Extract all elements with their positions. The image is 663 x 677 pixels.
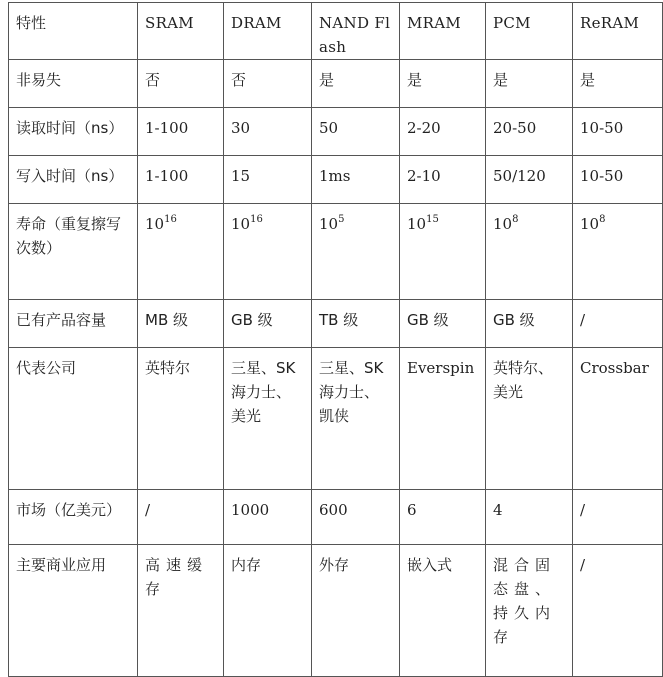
power-exponent: 16: [164, 214, 177, 225]
table-cell: [486, 204, 573, 300]
table-cell: 三星、SK 海力士、美光: [224, 348, 312, 490]
table-cell: 混合固态盘、持久内存: [486, 545, 573, 677]
header-cell-pcm: PCM: [486, 3, 573, 60]
table-cell: GB 级: [400, 300, 486, 348]
table-cell: 1-100: [138, 108, 224, 156]
table-cell: GB 级: [486, 300, 573, 348]
table-cell: [224, 204, 312, 300]
row-label: 市场（亿美元）: [9, 490, 138, 545]
table-cell: 6: [400, 490, 486, 545]
table-row: [9, 60, 663, 108]
header-cell-sram: SRAM: [138, 3, 224, 60]
table-cell: 20-50: [486, 108, 573, 156]
memory-comparison-table: [8, 2, 663, 677]
table-cell: 外存: [312, 545, 400, 677]
power-base: 10: [407, 215, 427, 233]
table-cell: 10-50: [573, 156, 663, 204]
table-cell: [400, 204, 486, 300]
power-base: 10: [580, 215, 600, 233]
table-row: [9, 204, 663, 300]
table-cell: 1000: [224, 490, 312, 545]
power-exponent: 16: [250, 214, 263, 225]
table-row: [9, 490, 663, 545]
power-exponent: 15: [426, 214, 439, 225]
row-label: 读取时间（ns）: [9, 108, 138, 156]
header-cell-reram: ReRAM: [573, 3, 663, 60]
table-cell: MB 级: [138, 300, 224, 348]
header-row: [9, 3, 663, 60]
table-cell: TB 级: [312, 300, 400, 348]
table-row: [9, 300, 663, 348]
table-cell: 2-10: [400, 156, 486, 204]
header-cell-feature: 特性: [9, 3, 138, 60]
table-cell: 是: [312, 60, 400, 108]
header-cell-mram: MRAM: [400, 3, 486, 60]
header-cell-nand-flash: NAND Flash: [312, 3, 400, 60]
table-cell: [312, 204, 400, 300]
table-cell: 15: [224, 156, 312, 204]
row-label: 主要商业应用: [9, 545, 138, 677]
table-cell: 50/120: [486, 156, 573, 204]
table-cell: 英特尔: [138, 348, 224, 490]
table-cell: 是: [573, 60, 663, 108]
table-row: [9, 156, 663, 204]
row-label: 寿命（重复擦写次数）: [9, 204, 138, 300]
table-row: [9, 545, 663, 677]
power-exponent: 8: [512, 214, 519, 225]
table-cell: Everspin: [400, 348, 486, 490]
table-cell: /: [573, 490, 663, 545]
table-cell: [138, 204, 224, 300]
row-label: 代表公司: [9, 348, 138, 490]
table-cell: 英特尔、美光: [486, 348, 573, 490]
row-label: 写入时间（ns）: [9, 156, 138, 204]
table-cell: GB 级: [224, 300, 312, 348]
row-label: 已有产品容量: [9, 300, 138, 348]
table-cell: 否: [138, 60, 224, 108]
table-cell: 是: [400, 60, 486, 108]
power-exponent: 5: [338, 214, 345, 225]
table-cell: 50: [312, 108, 400, 156]
table-cell: 高速缓存: [138, 545, 224, 677]
table-cell: 三星、SK 海力士、凯侠: [312, 348, 400, 490]
table-row: [9, 348, 663, 490]
table-cell: 600: [312, 490, 400, 545]
table-row: [9, 108, 663, 156]
table-cell: /: [573, 545, 663, 677]
table-cell: 30: [224, 108, 312, 156]
header-cell-dram: DRAM: [224, 3, 312, 60]
table-cell: Crossbar: [573, 348, 663, 490]
table-cell: 2-20: [400, 108, 486, 156]
table-cell: 4: [486, 490, 573, 545]
power-base: 10: [493, 215, 513, 233]
table-cell: 10-50: [573, 108, 663, 156]
table-cell: 内存: [224, 545, 312, 677]
table-cell: 否: [224, 60, 312, 108]
power-base: 10: [145, 215, 165, 233]
power-exponent: 8: [599, 214, 606, 225]
table-cell: [573, 204, 663, 300]
table-cell: 1ms: [312, 156, 400, 204]
power-base: 10: [231, 215, 251, 233]
row-label: 非易失: [9, 60, 138, 108]
table-cell: 1-100: [138, 156, 224, 204]
table-cell: 嵌入式: [400, 545, 486, 677]
power-base: 10: [319, 215, 339, 233]
table-cell: 是: [486, 60, 573, 108]
table-cell: /: [573, 300, 663, 348]
table-cell: /: [138, 490, 224, 545]
